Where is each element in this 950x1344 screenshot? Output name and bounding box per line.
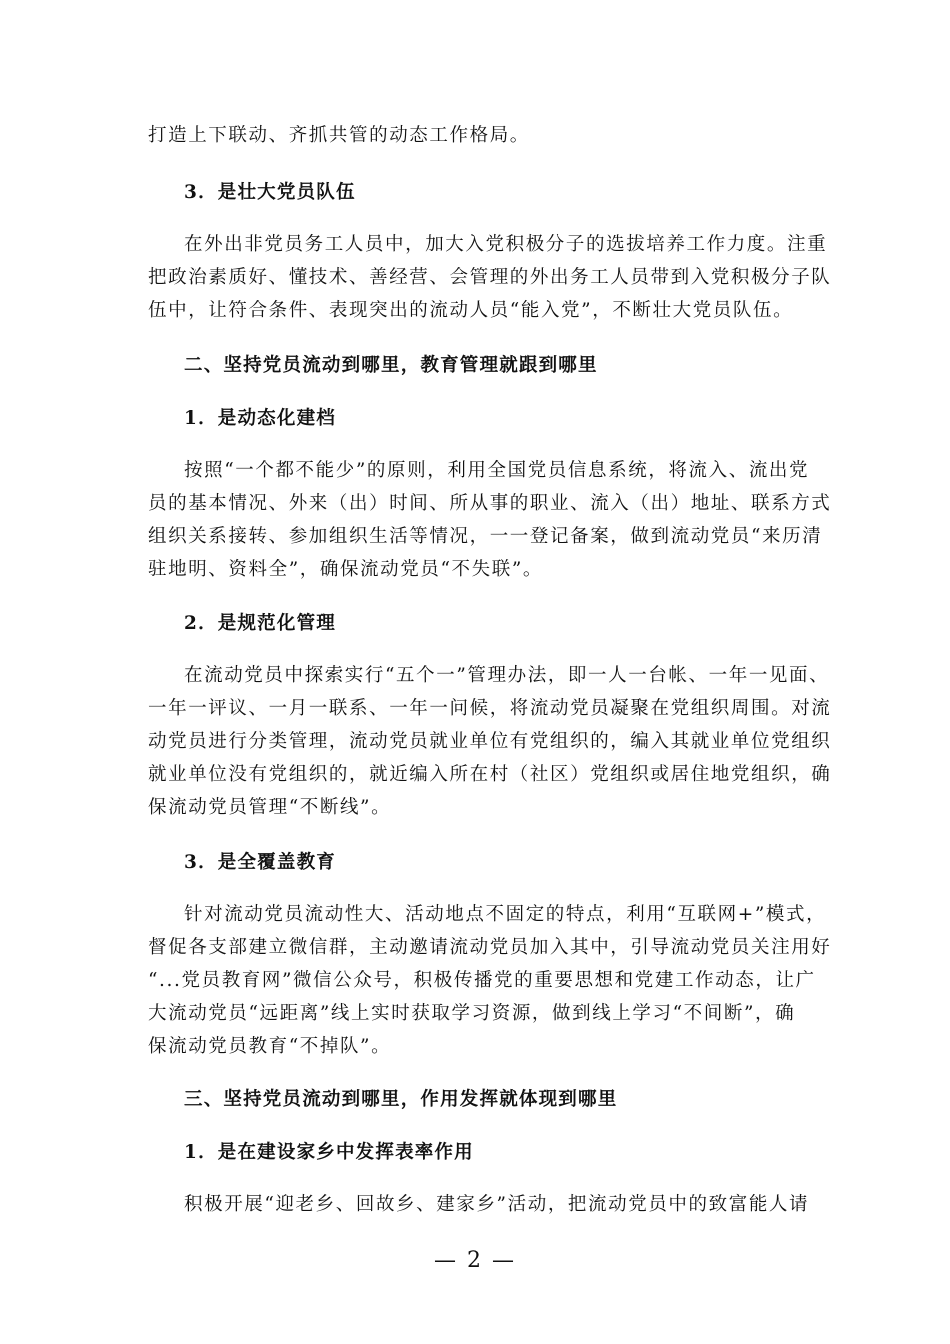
section-heading: 3．是全覆盖教育 bbox=[184, 852, 336, 873]
paragraph-line: 保流动党员管理“不断线”。 bbox=[148, 797, 392, 818]
page-number: — 2 — bbox=[434, 1248, 516, 1273]
paragraph-line: “...党员教育网”微信公众号，积极传播党的重要思想和党建工作动态，让广 bbox=[148, 970, 816, 991]
section-heading: 1．是动态化建档 bbox=[184, 408, 336, 429]
paragraph-line: 按照“一个都不能少”的原则，利用全国党员信息系统，将流入、流出党 bbox=[184, 460, 810, 481]
paragraph-line: 针对流动党员流动性大、活动地点不固定的特点，利用“互联网+”模式， bbox=[184, 904, 827, 925]
paragraph-line: 在流动党员中探索实行“五个一”管理办法，即一人一台帐、一年一见面、 bbox=[184, 665, 830, 686]
section-heading: 3．是壮大党员队伍 bbox=[184, 182, 356, 203]
paragraph-line: 就业单位没有党组织的，就近编入所在村（社区）党组织或居住地党组织，确 bbox=[148, 764, 832, 785]
section-heading: 2．是规范化管理 bbox=[184, 613, 336, 634]
paragraph-line: 积极开展“迎老乡、回故乡、建家乡”活动，把流动党员中的致富能人请 bbox=[184, 1194, 810, 1215]
paragraph-line: 一年一评议、一月一联系、一年一问候，将流动党员凝聚在党组织周围。对流 bbox=[148, 698, 832, 719]
paragraph-line: 大流动党员“远距离”线上实时获取学习资源，做到线上学习“不间断”，确 bbox=[148, 1003, 796, 1024]
paragraph-line: 打造上下联动、齐抓共管的动态工作格局。 bbox=[148, 125, 530, 146]
section-heading: 1．是在建设家乡中发挥表率作用 bbox=[184, 1142, 474, 1163]
section-heading: 三、坚持党员流动到哪里，作用发挥就体现到哪里 bbox=[184, 1089, 618, 1110]
paragraph-line: 驻地明、资料全”，确保流动党员“不失联”。 bbox=[148, 559, 543, 580]
paragraph-line: 督促各支部建立微信群，主动邀请流动党员加入其中，引导流动党员关注用好 bbox=[148, 937, 832, 958]
paragraph-line: 伍中，让符合条件、表现突出的流动人员“能入党”，不断壮大党员队伍。 bbox=[148, 300, 794, 321]
section-heading: 二、坚持党员流动到哪里，教育管理就跟到哪里 bbox=[184, 355, 598, 376]
paragraph-line: 把政治素质好、懂技术、善经营、会管理的外出务工人员带到入党积极分子队 bbox=[148, 267, 832, 288]
paragraph-line: 员的基本情况、外来（出）时间、所从事的职业、流入（出）地址、联系方式 bbox=[148, 493, 832, 514]
paragraph-line: 动党员进行分类管理，流动党员就业单位有党组织的，编入其就业单位党组织 bbox=[148, 731, 832, 752]
paragraph-line: 组织关系接转、参加组织生活等情况，一一登记备案，做到流动党员“来历清 bbox=[148, 526, 823, 547]
paragraph-line: 在外出非党员务工人员中，加大入党积极分子的选拔培养工作力度。注重 bbox=[184, 234, 828, 255]
paragraph-line: 保流动党员教育“不掉队”。 bbox=[148, 1036, 392, 1057]
